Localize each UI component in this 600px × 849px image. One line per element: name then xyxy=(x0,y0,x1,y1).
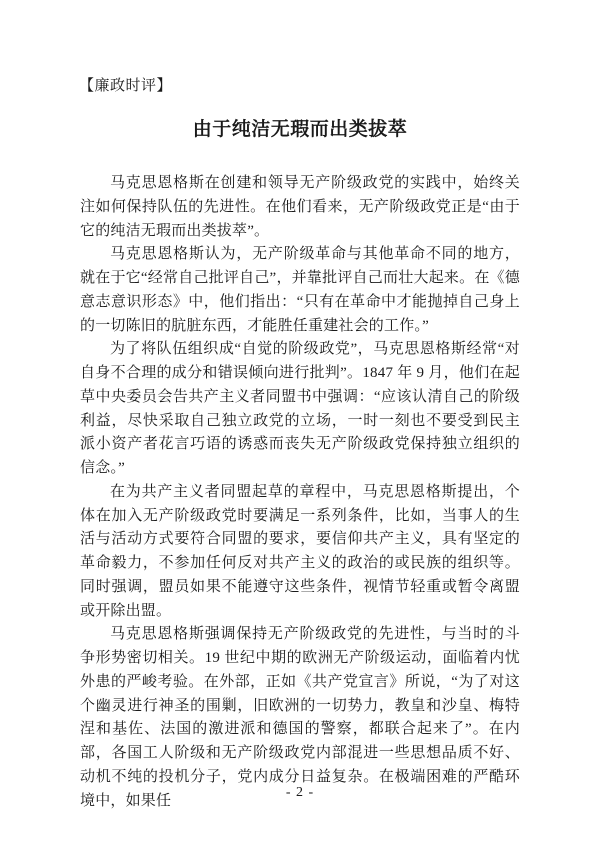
article-body xyxy=(80,172,520,813)
section-label: 【廉政时评】 xyxy=(79,78,173,94)
paragraph-5: 马克思恩格斯强调保持无产阶级政党的先进性，与当时的斗争形势密切相关。19 世纪中期的欧洲无产阶级运动，面临着内忧外患的严峻考验。在外部，正如《共产党宣言》所说，“为了对这个幽灵进行神圣的围剿，旧欧洲的一切势力，教皇和沙皇、梅特涅和基佐、法国的激进派和德国的警察，都联合起来了”。在内部，各国工人阶级和无产阶级政党内部混进一些思想品质不好、动机不纯的投机分子，党内成分日益复杂。在极端困难的严酷环境中，如果任 xyxy=(80,626,520,809)
paragraph-2: 马克思恩格斯认为，无产阶级革命与其他革命不同的地方，就在于它“经常自己批评自己”，并靠批评自己而壮大起来。在《德意志意识形态》中，他们指出：“只有在革命中才能抛掉自己身上的一切陈旧的肮脏东西，才能胜任重建社会的工作。” xyxy=(80,246,520,334)
paragraph-1: 马克思恩格斯在创建和领导无产阶级政党的实践中，始终关注如何保持队伍的先进性。在他们看来，无产阶级政党正是“由于它的纯洁无瑕而出类拔萃”。 xyxy=(80,175,520,239)
article-title: 由于纯洁无瑕而出类拔萃 xyxy=(192,119,408,140)
paragraph-3: 为了将队伍组织成“自觉的阶级政党”，马克思恩格斯经常“对自身不合理的成分和错误倾向进行批判”。1847 年 9 月，他们在起草中央委员会告共产主义者同盟书中强调：“应该认清自己的阶级利益，尽快采取自己独立政党的立场，一时一刻也不要受到民主派小资产者花言巧语的诱惑而丧失无产阶级政党保持独立组织的信念。” xyxy=(80,341,520,476)
paragraph-4: 在为共产主义者同盟起草的章程中，马克思恩格斯提出，个体在加入无产阶级政党时要满足一系列条件，比如，当事人的生活与活动方式要符合同盟的要求，要信仰共产主义，具有坚定的革命毅力，不参加任何反对共产主义的政治的或民族的组织等。同时强调，盟员如果不能遵守这些条件，视情节轻重或暂令离盟或开除出盟。 xyxy=(80,483,520,619)
page-number: - 2 - xyxy=(285,785,315,800)
